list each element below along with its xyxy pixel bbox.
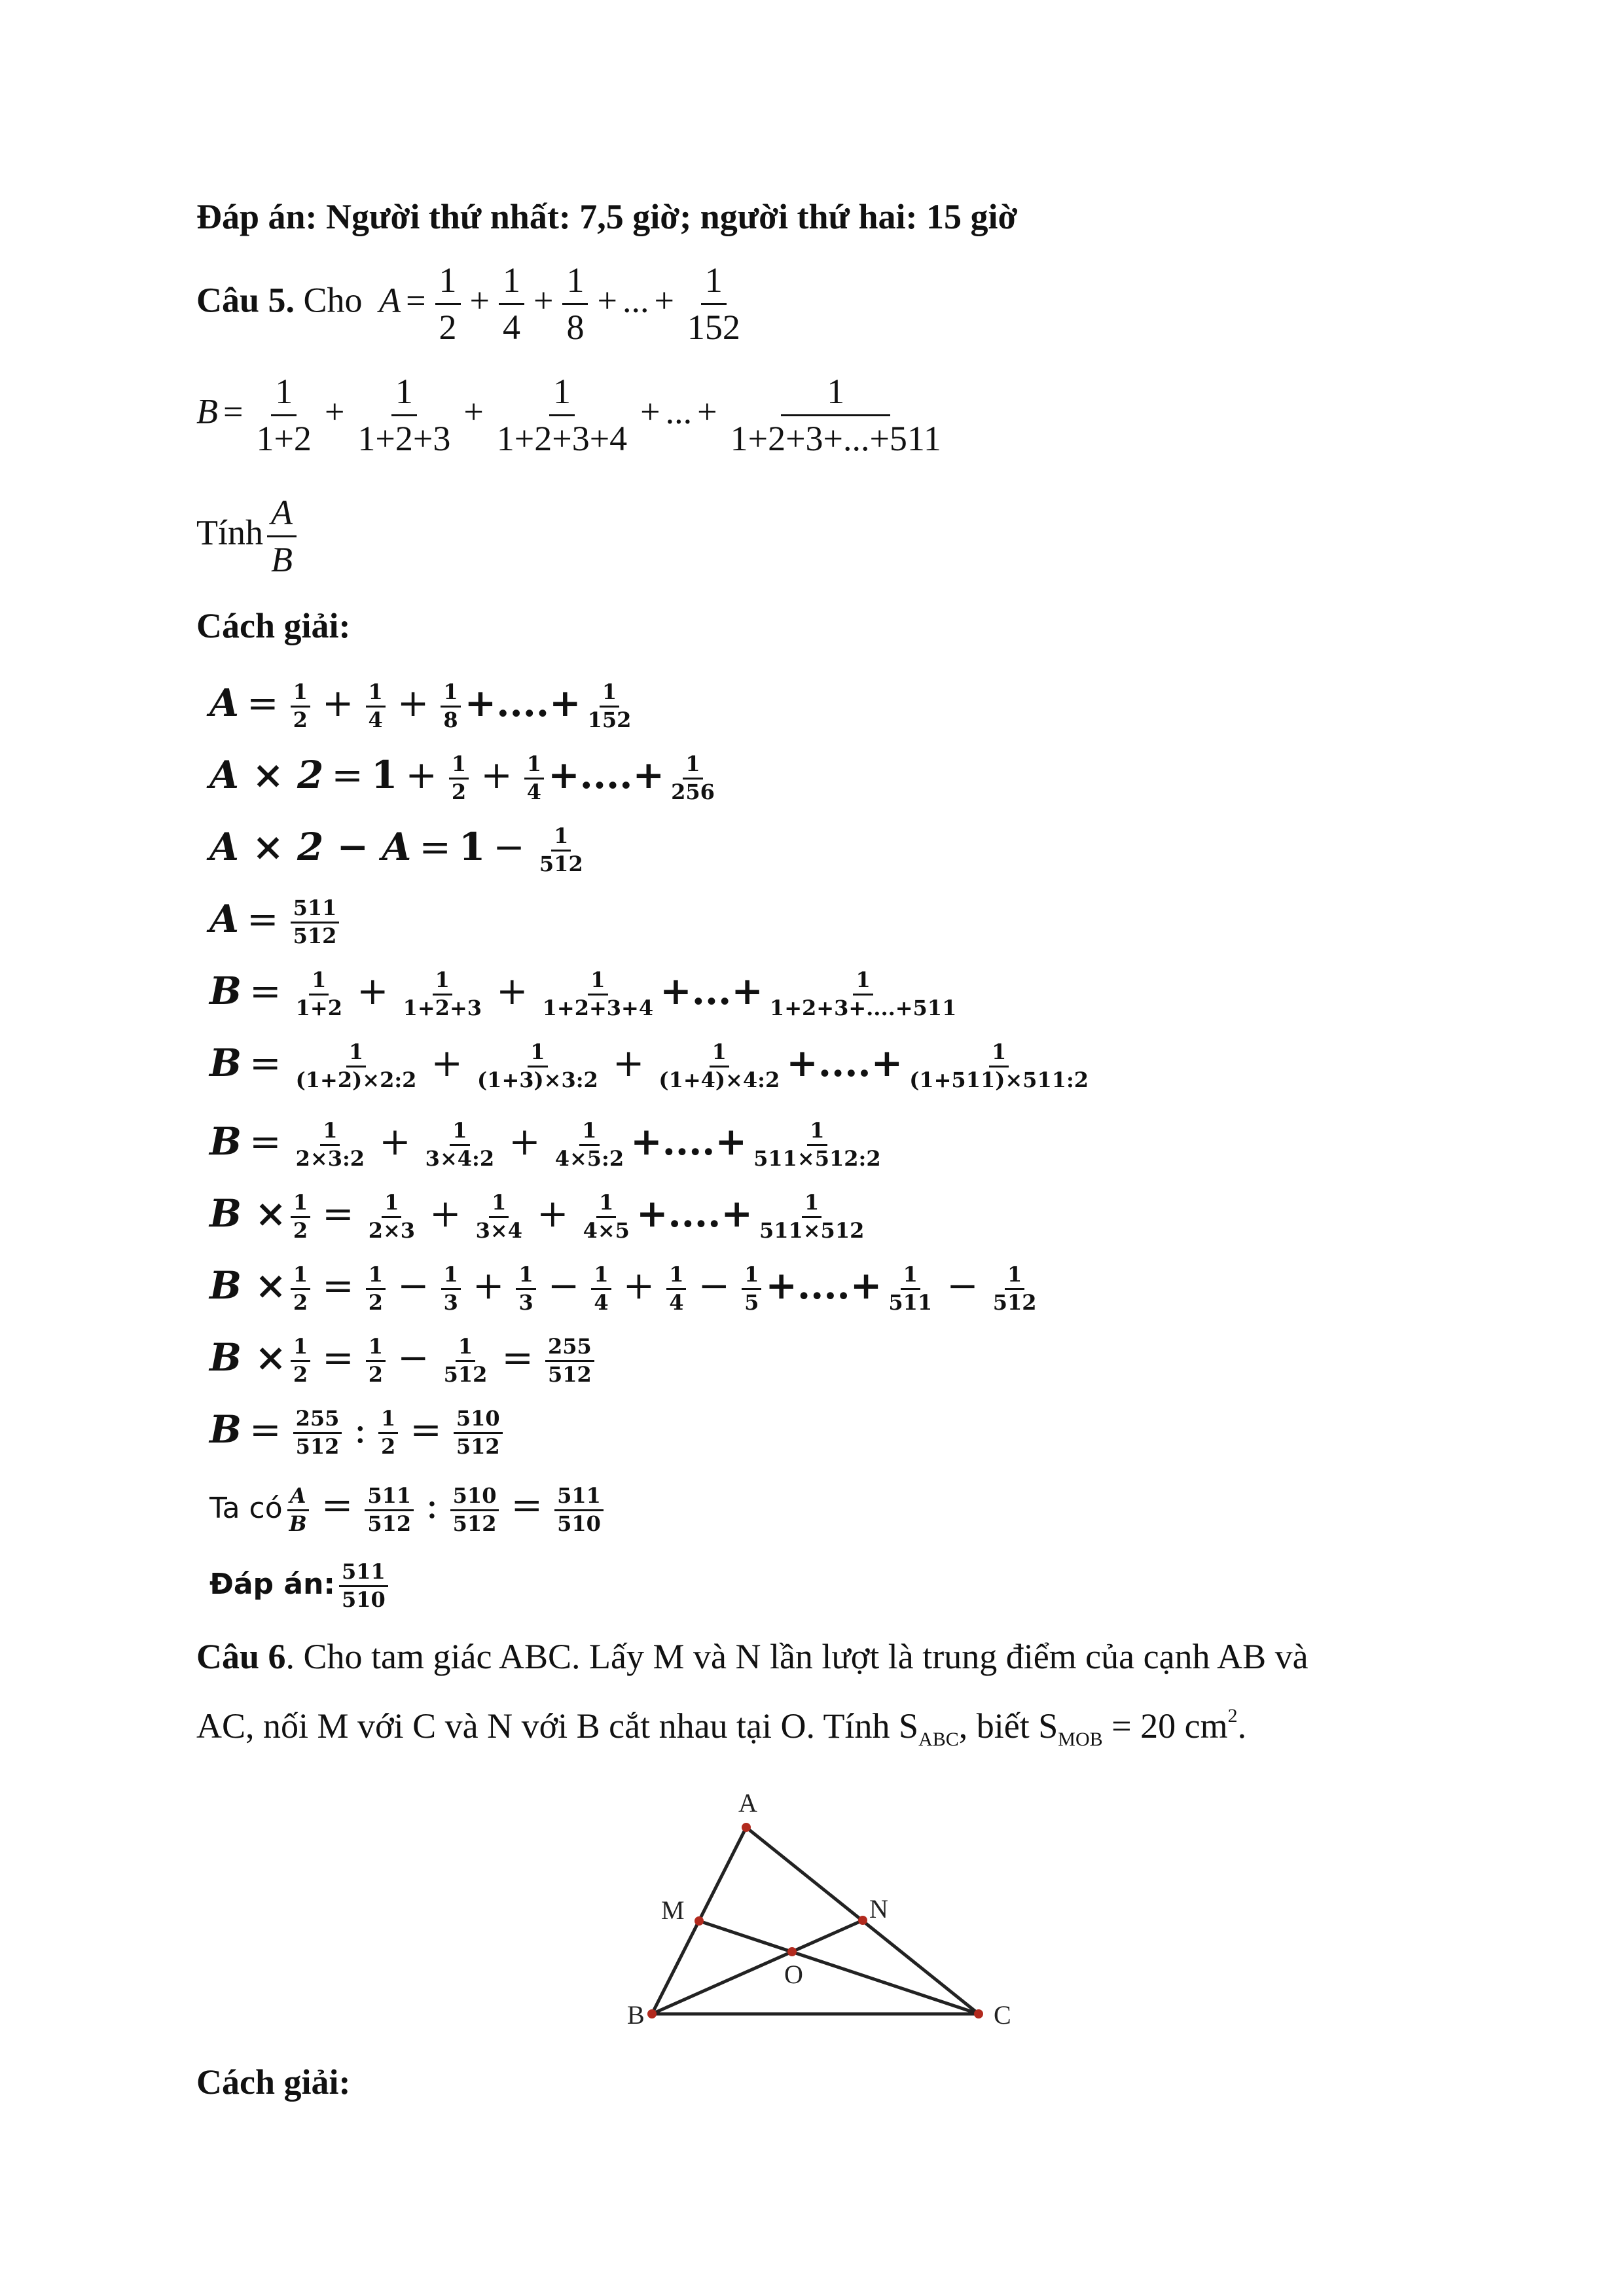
q5-a-frac-3: $\frac{1}{8}$ bbox=[562, 262, 588, 346]
q5-b-frac-2: $\frac{1}{1+2+3}$ bbox=[357, 372, 451, 458]
question-6-line-2: AC, nối M với C và N với B cắt nhau tại O. Tính $S_{ABC}$, biết $S_{MOB} = 20$ $cm^2$. bbox=[196, 1705, 1247, 1750]
tinh-label: Tính bbox=[196, 512, 263, 552]
label-n: N bbox=[869, 1894, 888, 1924]
step-12: Ta có $\frac{A}{B}$ = $\frac{511}{512}$ : $\frac{510}{512}$ = $\frac{511}{510}$ bbox=[209, 1482, 607, 1535]
triangle-figure bbox=[615, 1780, 1034, 2029]
q5-a-frac-4: $\frac{1}{152}$ bbox=[687, 260, 740, 347]
step-10: B × $\frac{1}{2}$ = $\frac{1}{2}$ − $\frac{1}{512}$ = $\frac{255}{512}$ bbox=[209, 1335, 598, 1386]
q5-b-frac-1: $\frac{1}{1+2}$ bbox=[256, 372, 312, 458]
point-n bbox=[858, 1916, 867, 1925]
step-4: A = $\frac{511}{512}$ bbox=[209, 897, 343, 947]
final-solution-heading: Cách giải: bbox=[196, 2062, 351, 2102]
step-5: B = $\frac{1}{1+2}$ + $\frac{1}{1+2+3}$ + $\frac{1}{1+2+3+4}$ +...+ $\frac{1}{1+2+3+....+511}$ bbox=[209, 967, 957, 1020]
point-o bbox=[787, 1947, 797, 1956]
step-1: A = $\frac{1}{2}$ + $\frac{1}{4}$ + $\frac{1}{8}$ +....+ $\frac{1}{152}$ bbox=[209, 679, 632, 732]
step-2: A × 2 = 1 + $\frac{1}{2}$ + $\frac{1}{4}$ +....+ $\frac{1}{256}$ bbox=[209, 751, 715, 804]
step-7: B = $\frac{1}{2\times 3:2}$ + $\frac{1}{3\times 4:2}$ + $\frac{1}{4\times 5:2}$ +....+ $\frac{1}{511\times 512:2}$ bbox=[209, 1117, 881, 1171]
question-5-line-a: Câu 5. Cho A = $\frac{1}{2}$ + $\frac{1}{4}$ + $\frac{1}{8}$ + ... + $\frac{1}{152}$ bbox=[196, 262, 748, 346]
var-a: A bbox=[379, 280, 401, 320]
previous-answer: Đáp án: Người thứ nhất: 7,5 giờ; người thứ hai: 15 giờ bbox=[196, 197, 1018, 236]
solution-heading: Cách giải: bbox=[196, 606, 351, 645]
q5-a-frac-1: $\frac{1}{2}$ bbox=[435, 262, 461, 346]
step-6: B = $\frac{1}{(1+2)\times 2:2}$ + $\frac{1}{(1+3)\times 3:2}$ + $\frac{1}{(1+4)\times 4:2}$ +....+ $\frac{1}{(1+511)\times 511:2}$ bbox=[209, 1039, 1089, 1092]
q5-b-frac-3: $\frac{1}{1+2+3+4}$ bbox=[496, 372, 628, 458]
label-b: B bbox=[627, 2000, 645, 2029]
question-6-line-1: Câu 6. Cho tam giác ABC. Lấy M và N lần lượt là trung điểm của cạnh AB và bbox=[196, 1637, 1308, 1676]
a-over-b-frac: $\frac{A}{B}$ bbox=[267, 494, 297, 578]
step-13-answer: Đáp án: $\frac{511}{510}$ bbox=[209, 1561, 392, 1611]
label-a: A bbox=[738, 1788, 757, 1818]
point-c bbox=[974, 2009, 983, 2018]
point-m bbox=[695, 1916, 704, 1926]
segment-mc bbox=[699, 1921, 979, 2014]
question-5-label: Câu 5. bbox=[196, 280, 295, 320]
question-5-cho: Cho bbox=[303, 280, 363, 320]
question-5-ask bbox=[196, 494, 300, 578]
step-11: B = $\frac{255}{512}$ : $\frac{1}{2}$ = $\frac{510}{512}$ bbox=[209, 1407, 507, 1458]
label-m: M bbox=[661, 1895, 685, 1925]
point-b bbox=[647, 2009, 657, 2018]
label-o: O bbox=[784, 1960, 803, 1989]
step-9: B × $\frac{1}{2}$ = $\frac{1}{2}$ − $\frac{1}{3}$ + $\frac{1}{3}$ − $\frac{1}{4}$ + $\frac{1}{4}$ − $\frac{1}{5}$ +....+ $\frac{1}{511}$ − $\frac{1}{512}$ bbox=[209, 1261, 1037, 1315]
q5-a-frac-2: $\frac{1}{4}$ bbox=[499, 262, 524, 346]
question-5-line-b: B = $\frac{1}{1+2}$ + $\frac{1}{1+2+3}$ + $\frac{1}{1+2+3+4}$ + ... + $\frac{1}{1+2+3+...+511}$ bbox=[196, 373, 949, 457]
label-c: C bbox=[994, 2000, 1011, 2029]
segment-nb bbox=[652, 1920, 863, 2014]
point-a bbox=[742, 1823, 751, 1832]
step-3: A × 2 − A = 1 − $\frac{1}{512}$ bbox=[209, 823, 583, 876]
var-b: B bbox=[196, 391, 218, 431]
q5-b-frac-4: $\frac{1}{1+2+3+...+511}$ bbox=[730, 372, 941, 458]
step-8: B × $\frac{1}{2}$ = $\frac{1}{2\times 3}$ + $\frac{1}{3\times 4}$ + $\frac{1}{4\times 5}$ +....+ $\frac{1}{511\times 512}$ bbox=[209, 1189, 865, 1243]
